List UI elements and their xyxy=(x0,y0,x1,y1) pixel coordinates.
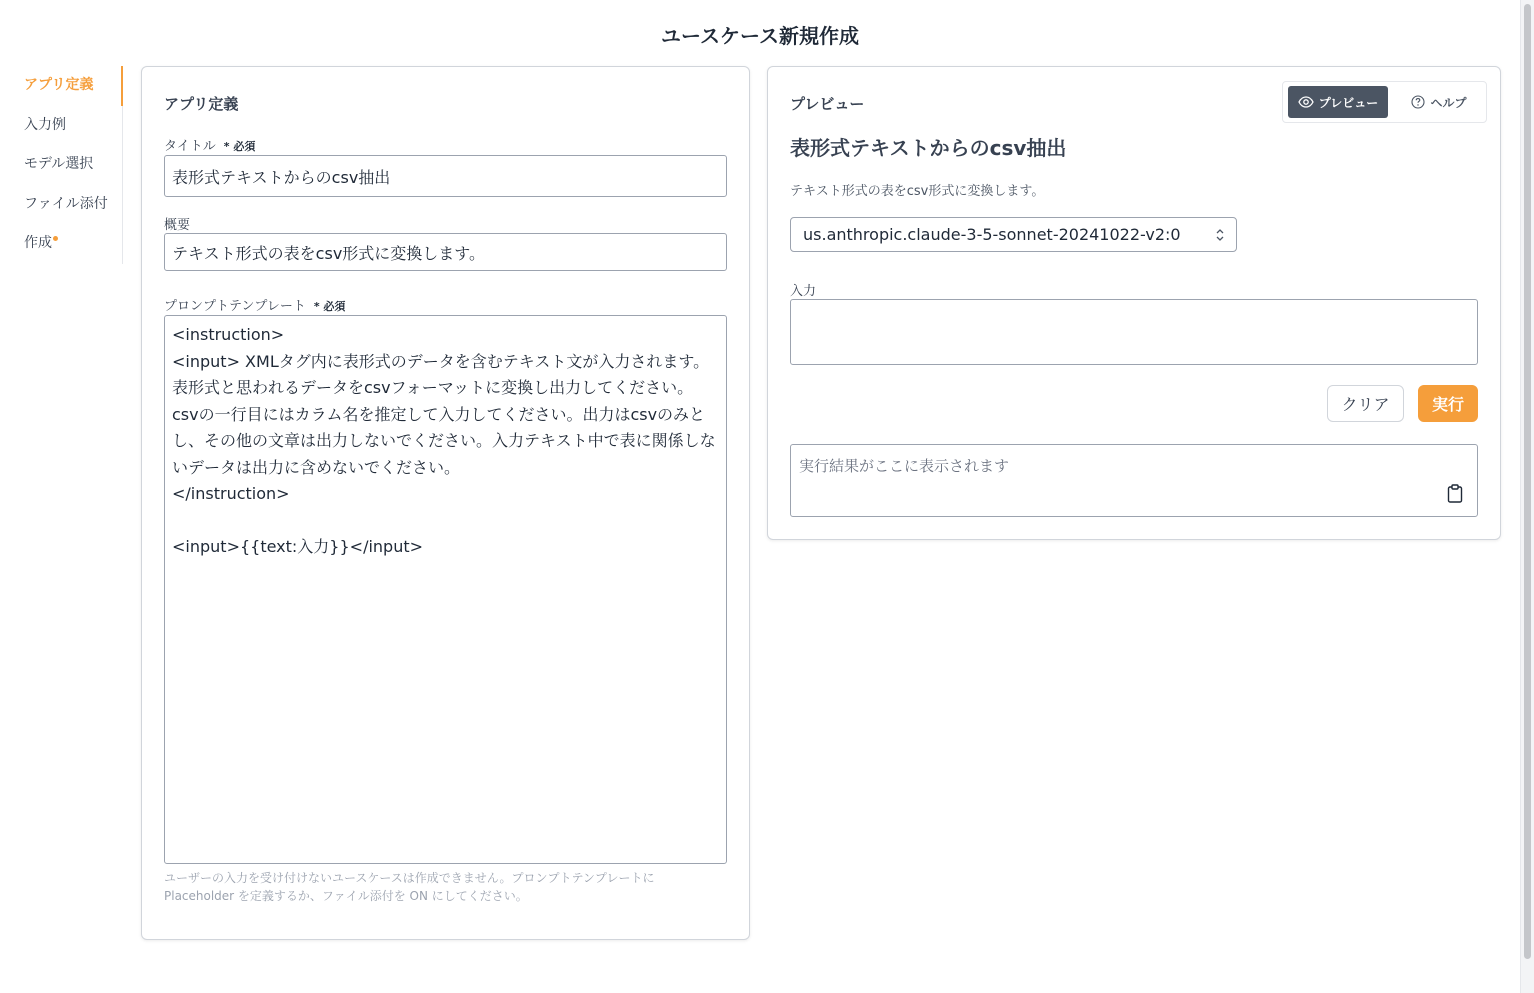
hint-line: Placeholder を定義するか、ファイル添付を ON にしてください。 xyxy=(164,889,528,903)
required-mark: * 必須 xyxy=(313,300,346,313)
sidebar-item-model-selection[interactable] xyxy=(24,145,122,185)
active-indicator xyxy=(121,66,123,106)
sidebar-item-app-definition[interactable] xyxy=(24,66,122,106)
notification-dot xyxy=(53,236,58,241)
title-label xyxy=(164,135,255,154)
preview-help-toggle xyxy=(1282,81,1487,123)
sidebar-item-input-examples[interactable] xyxy=(24,106,122,146)
page-scrollbar[interactable] xyxy=(1520,0,1534,993)
sidebar-item-file-attachment[interactable] xyxy=(24,185,122,225)
input-label: 入力 xyxy=(790,284,817,299)
sidebar-item-label: ファイル添付 xyxy=(24,195,108,212)
sidebar-item-label: 作成 xyxy=(24,235,52,252)
run-button[interactable]: 実行 xyxy=(1418,385,1478,422)
summary-input[interactable]: テキスト形式の表をcsv形式に変換します。 xyxy=(164,233,727,271)
result-output xyxy=(790,444,1478,517)
model-select[interactable] xyxy=(790,217,1237,252)
preview-description: テキスト形式の表をcsv形式に変換します。 xyxy=(790,184,1045,199)
sidebar-item-label: モデル選択 xyxy=(24,156,94,173)
page-title: ユースケース新規作成 xyxy=(661,24,859,48)
scrollbar-thumb[interactable] xyxy=(1524,4,1531,959)
prompt-template-textarea[interactable]: <instruction> <input> XMLタグ内に表形式のデータを含むテキスト文が入力されます。表形式と思われるデータをcsvフォーマットに変換し出力してください。csvの一行目にはカラム名を推定して入力してください。出力はcsvのみとし、その他の文章は出力しないでください。入力テキスト中で表に関係しないデータは出力に含めないでください。 </instruction> <input>{{text:入力}}</input> xyxy=(164,315,727,864)
clipboard-icon[interactable] xyxy=(1447,484,1463,503)
preview-card xyxy=(767,66,1501,540)
tab-label: プレビュー xyxy=(1318,95,1379,110)
preview-input-field[interactable] xyxy=(790,299,1478,365)
chevron-up-down-icon xyxy=(1214,227,1226,243)
sidebar-nav xyxy=(24,66,123,264)
preview-title: 表形式テキストからのcsv抽出 xyxy=(790,136,1067,160)
title-input[interactable]: 表形式テキストからのcsv抽出 xyxy=(164,155,727,197)
eye-icon xyxy=(1298,96,1314,108)
model-select-value: us.anthropic.claude-3-5-sonnet-20241022-v2:0 xyxy=(803,225,1181,244)
title-label-text: タイトル xyxy=(164,139,216,154)
clear-button[interactable]: クリア xyxy=(1327,385,1404,422)
app-definition-card xyxy=(141,66,750,940)
sidebar-item-create[interactable] xyxy=(24,224,122,264)
template-label xyxy=(164,295,345,314)
tab-help[interactable] xyxy=(1395,86,1483,118)
template-label-text: プロンプトテンプレート xyxy=(164,299,306,314)
result-placeholder: 実行結果がここに表示されます xyxy=(799,457,1010,475)
summary-label: 概要 xyxy=(164,218,191,233)
sidebar-item-label: 入力例 xyxy=(24,116,66,133)
template-hint xyxy=(164,869,724,905)
card-title: アプリ定義 xyxy=(164,95,239,113)
sidebar-item-label: アプリ定義 xyxy=(24,77,94,93)
hint-line: ユーザーの入力を受け付けないユースケースは作成できません。プロンプトテンプレートに xyxy=(164,871,655,885)
tab-label: ヘルプ xyxy=(1430,95,1467,110)
card-title: プレビュー xyxy=(790,95,865,113)
question-circle-icon xyxy=(1411,95,1425,109)
required-mark: * 必須 xyxy=(223,140,256,153)
tab-preview[interactable] xyxy=(1288,86,1388,118)
